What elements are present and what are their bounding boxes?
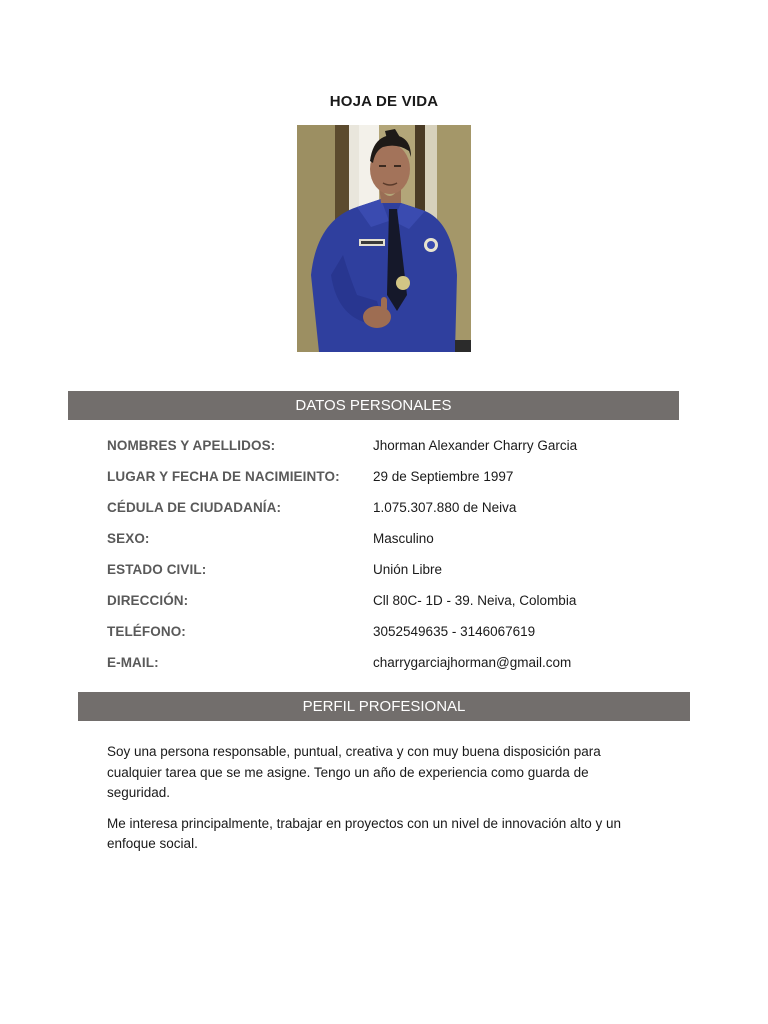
profile-text bbox=[107, 742, 652, 865]
field-row-telefono bbox=[107, 621, 667, 652]
field-label: DIRECCIÓN: bbox=[107, 593, 189, 608]
field-value: Jhorman Alexander Charry Garcia bbox=[373, 438, 578, 453]
field-label: ESTADO CIVIL: bbox=[107, 562, 207, 577]
field-row-estado-civil bbox=[107, 559, 667, 590]
section-header-perfil-profesional: PERFIL PROFESIONAL bbox=[78, 692, 690, 721]
field-value: Masculino bbox=[373, 531, 434, 546]
profile-paragraph: Soy una persona responsable, puntual, creativa y con muy buena disposición para cualquier tarea que se me asigne. Tengo un año de experiencia como guarda de seguridad. bbox=[107, 744, 601, 800]
field-row-direccion bbox=[107, 590, 667, 621]
field-row-nacimiento bbox=[107, 466, 667, 497]
field-label: E-MAIL: bbox=[107, 655, 159, 670]
field-label: CÉDULA DE CIUDADANÍA: bbox=[107, 500, 282, 515]
field-label: LUGAR Y FECHA DE NACIMIEINTO: bbox=[107, 469, 340, 484]
field-label: SEXO: bbox=[107, 531, 150, 546]
personal-data-list bbox=[107, 435, 667, 683]
field-row-email bbox=[107, 652, 667, 683]
field-row-cedula bbox=[107, 497, 667, 528]
field-value: charrygarciajhorman@gmail.com bbox=[373, 655, 572, 670]
field-value: 29 de Septiembre 1997 bbox=[373, 469, 514, 484]
field-row-sexo bbox=[107, 528, 667, 559]
field-value: Unión Libre bbox=[373, 562, 443, 577]
section-header-datos-personales: DATOS PERSONALES bbox=[68, 391, 679, 420]
field-value: 1.075.307.880 de Neiva bbox=[373, 500, 517, 515]
document-title: HOJA DE VIDA bbox=[329, 93, 439, 110]
profile-paragraph: Me interesa principalmente, trabajar en proyectos con un nivel de innovación alto y un enfoque social. bbox=[107, 815, 622, 851]
profile-photo bbox=[297, 125, 471, 352]
field-row-nombres bbox=[107, 435, 667, 466]
field-value: 3052549635 - 3146067619 bbox=[373, 624, 536, 639]
field-label: NOMBRES Y APELLIDOS: bbox=[107, 438, 276, 453]
field-value: Cll 80C- 1D - 39. Neiva, Colombia bbox=[373, 593, 577, 608]
field-label: TELÉFONO: bbox=[107, 624, 186, 639]
